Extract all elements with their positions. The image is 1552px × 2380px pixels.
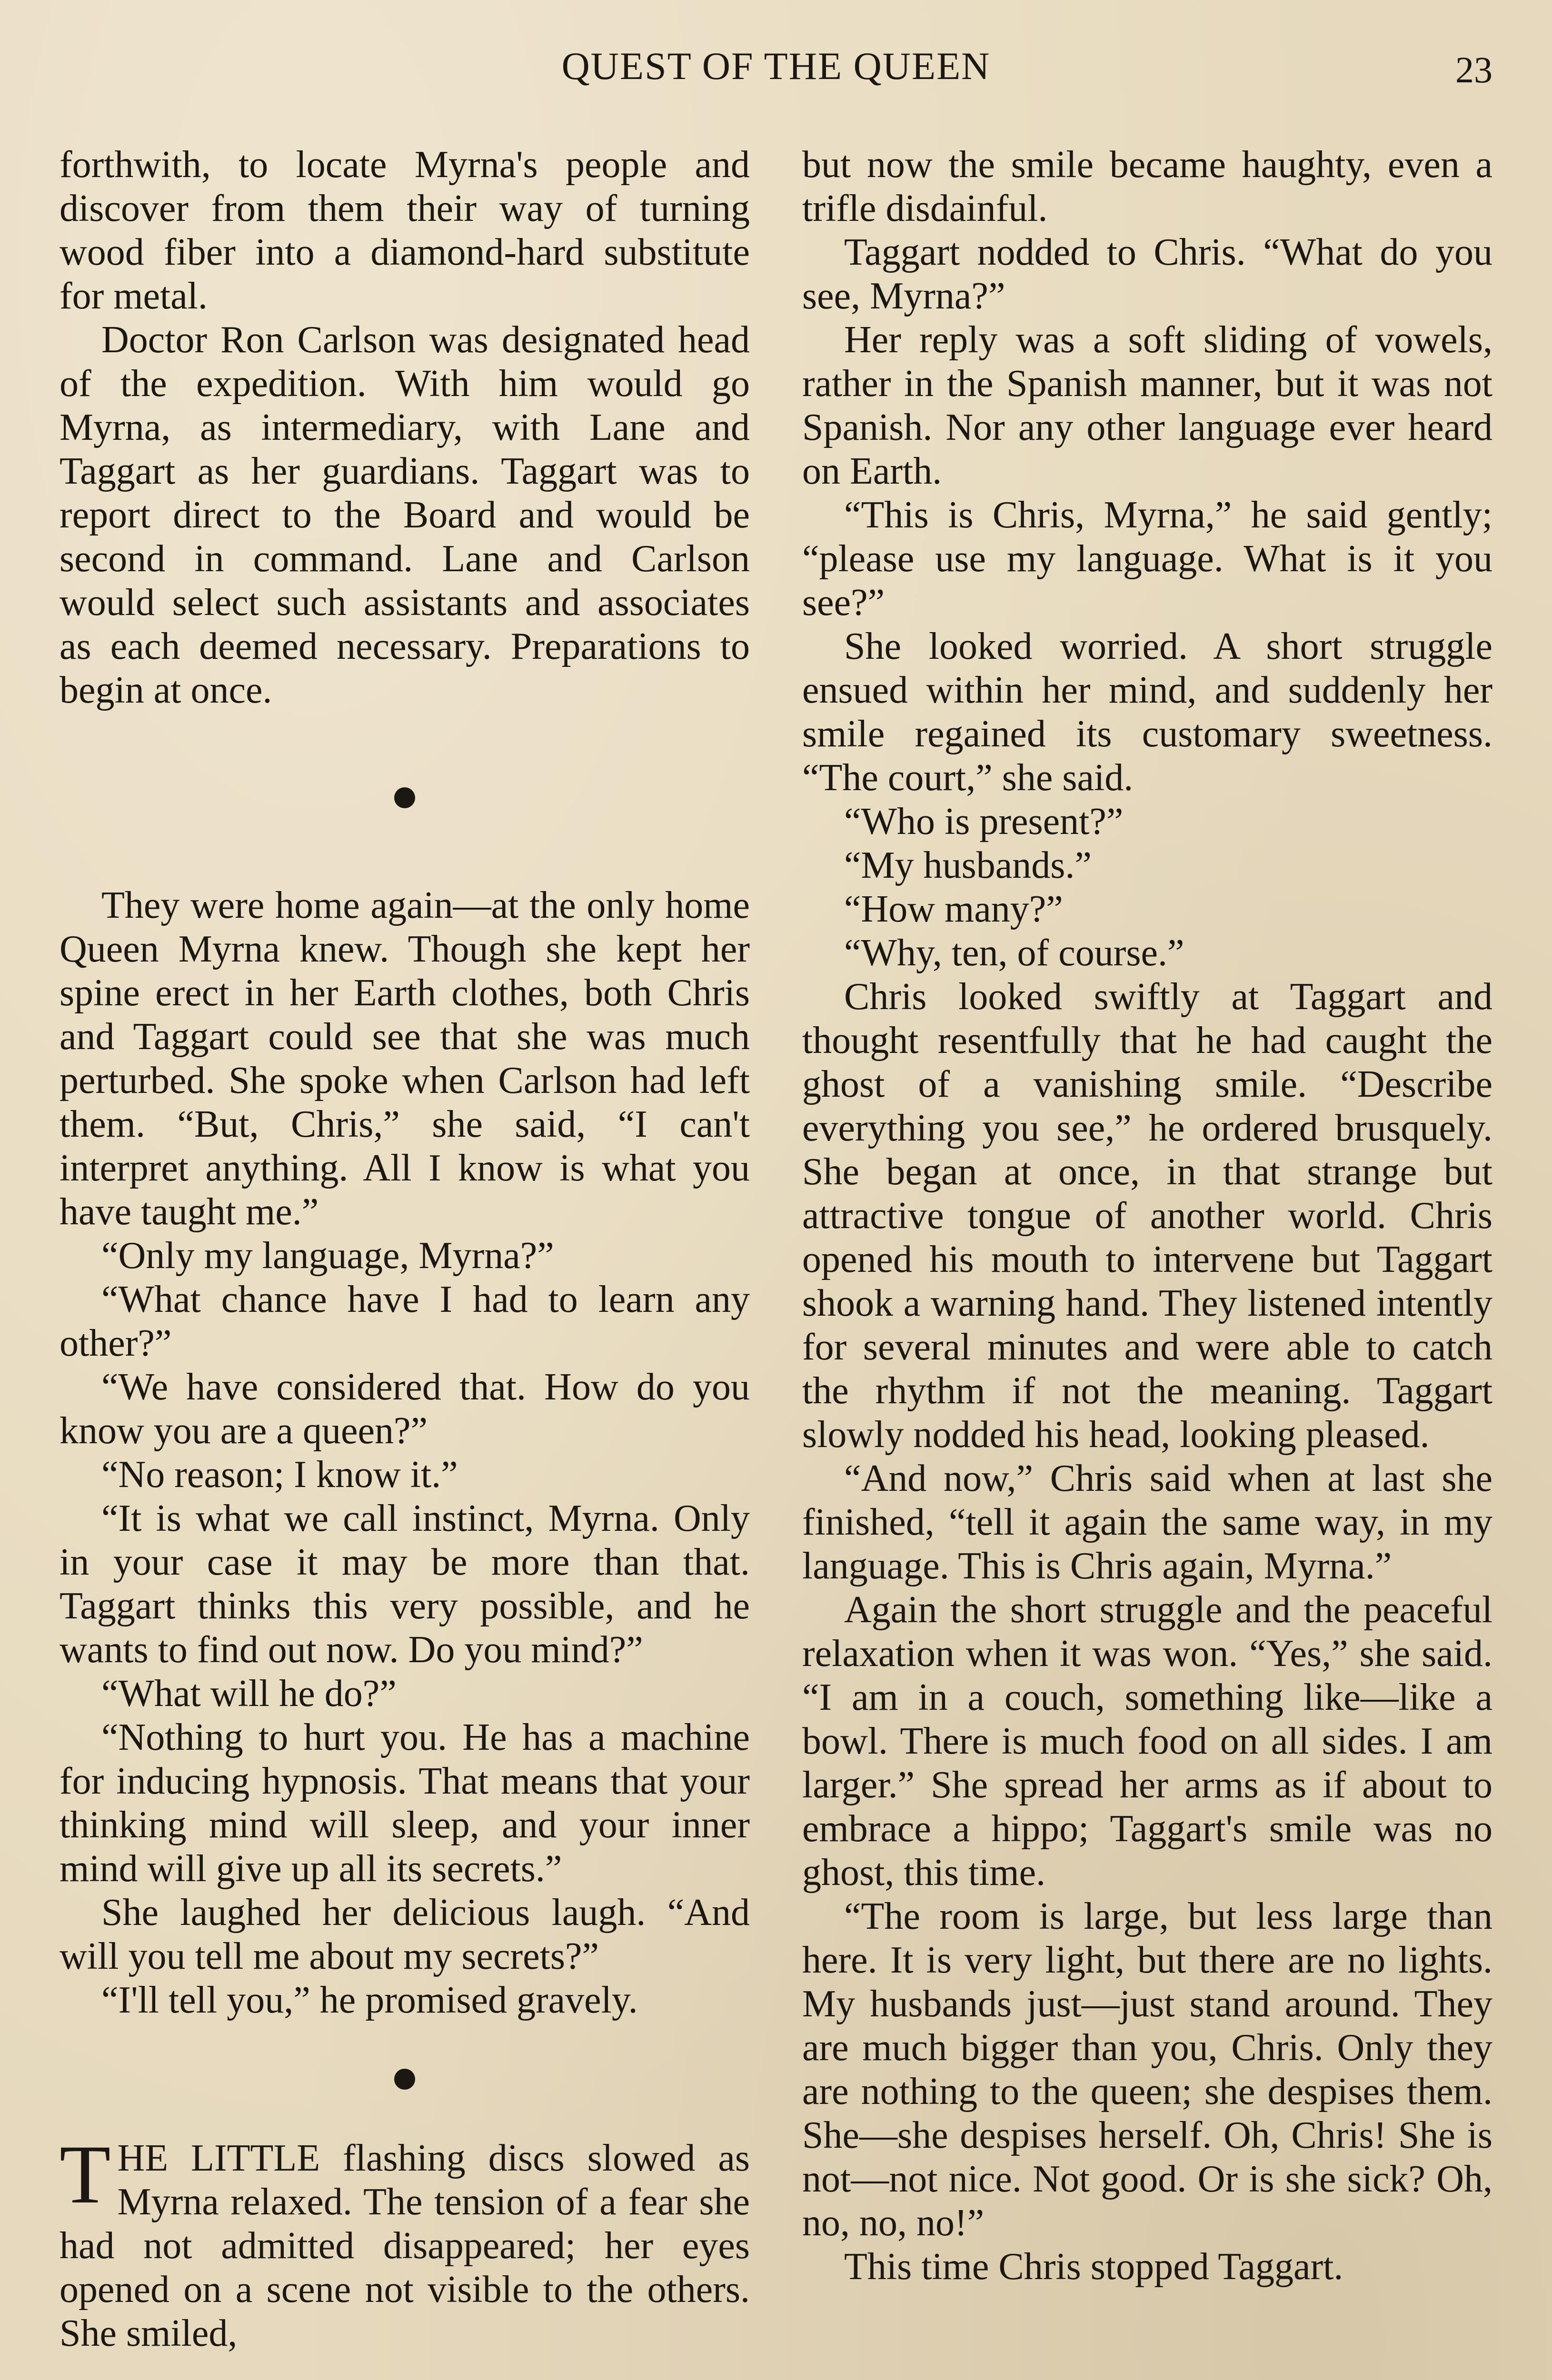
page-number: 23 — [1455, 49, 1492, 90]
paragraph-with-drop-cap — [60, 2128, 750, 2355]
paragraph: “My husbands.” — [844, 844, 1092, 886]
paragraph: “And now,” Chris said when at last she finished, “tell it again the same way, in my language. This is Chris again, Myrna.” — [802, 1458, 1492, 1587]
section-break-dot-icon — [394, 2069, 415, 2090]
paragraph: Doctor Ron Carlson was designated head of the expedition. With him would go Myrna, as intermediary, with Lane and Taggart as her guardians. Taggart was to report direct to the Board and would be second in command. Lane and Carlson would select such assistants and associates as each deemed necessary. Preparations to begin at once. — [60, 319, 750, 711]
paragraph: “Only my language, Myrna?” — [101, 1235, 554, 1277]
paragraph: “This is Chris, Myrna,” he said gently; “please use my language. What is it you see?” — [802, 494, 1492, 624]
paragraph: “No reason; I know it.” — [101, 1454, 458, 1496]
paragraph: Taggart nodded to Chris. “What do you see, Myrna?” — [802, 231, 1492, 317]
paragraph: but now the smile became haughty, even a trifle disdainful. — [802, 144, 1492, 229]
section-break — [60, 2022, 750, 2136]
paragraph: “I'll tell you,” he promised gravely. — [101, 1979, 638, 2021]
section-break-dot-icon — [394, 787, 415, 808]
paragraph: “Who is present?” — [844, 801, 1124, 843]
paragraph: “What will he do?” — [101, 1673, 397, 1715]
paragraph: “The room is large, but less large than here. It is very light, but there are no lights. My husbands just—just stand around. They are much bigger than you, Chris. Only they are nothing to the queen; she despises them. She—she despises herself. Oh, Chris! She is not—not nice. Not good. Or is she sick? Oh, no, no, no!” — [802, 1895, 1492, 2244]
section-break — [60, 712, 750, 883]
paragraph: “Nothing to hurt you. He has a machine for inducing hypnosis. That means that your thinking mind will sleep, and your inner mind will give up all its secrets.” — [60, 1716, 750, 1890]
running-title: QUEST OF THE QUEEN — [561, 44, 991, 88]
paragraph-text: HE LITTLE flashing discs slowed as Myrna relaxed. The tension of a fear she had not admitted disappeared; her eyes opened on a scene not visible to the others. She smiled, — [60, 2137, 750, 2354]
right-column — [802, 143, 1492, 2289]
paragraph: Chris looked swiftly at Taggart and thought resentfully that he had caught the ghost of a vanishing smile. “Describe everything you see,” he ordered brusquely. She began at once, in that strange but attractive tongue of another world. Chris opened his mouth to intervene but Taggart shook a warning hand. They listened intently for several minutes and were able to catch the rhythm if not the meaning. Taggart slowly nodded his head, looking pleased. — [802, 976, 1492, 1456]
paragraph: She laughed her delicious laugh. “And will you tell me about my secrets?” — [60, 1892, 750, 1977]
paragraph: She looked worried. A short struggle ensued within her mind, and suddenly her smile regained its customary sweetness. “The court,” she said. — [802, 625, 1492, 799]
paragraph: Her reply was a soft sliding of vowels, rather in the Spanish manner, but it was not Spanish. Nor any other language ever heard on Earth. — [802, 319, 1492, 492]
paragraph: Again the short struggle and the peaceful relaxation when it was won. “Yes,” she said. “I am in a couch, something like—like a bowl. There is much food on all sides. I am larger.” She spread her arms as if about to embrace a hippo; Taggart's smile was no ghost, this time. — [802, 1589, 1492, 1894]
paragraph: “How many?” — [844, 888, 1063, 930]
paragraph: This time Chris stopped Taggart. — [844, 2246, 1343, 2288]
paragraph: forthwith, to locate Myrna's people and discover from them their way of turning wood fiber into a diamond-hard substitute for metal. — [60, 144, 750, 317]
left-column — [60, 143, 750, 2355]
paragraph: “What chance have I had to learn any other?” — [60, 1279, 750, 1364]
drop-cap: T — [60, 2128, 111, 2221]
paragraph: They were home again—at the only home Queen Myrna knew. Though she kept her spine erect in her Earth clothes, both Chris and Taggart could see that she was much perturbed. She spoke when Carlson had left them. “But, Chris,” she said, “I can't interpret anything. All I know is what you have taught me.” — [60, 884, 750, 1233]
paragraph: “We have considered that. How do you know you are a queen?” — [60, 1366, 750, 1452]
paragraph: “It is what we call instinct, Myrna. Only in your case it may be more than that. Taggart thinks this very possible, and he wants to find out now. Do you mind?” — [60, 1497, 750, 1671]
paragraph: “Why, ten, of course.” — [844, 932, 1184, 974]
